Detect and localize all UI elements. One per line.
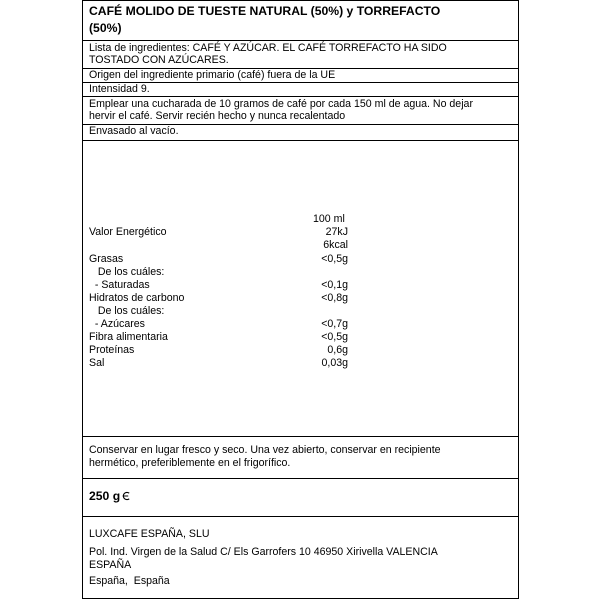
- net-weight-value: 250 g: [89, 489, 121, 503]
- nutrition-header: 100 ml: [313, 213, 345, 225]
- nutrient-name: Fibra alimentaria: [89, 331, 168, 343]
- packaging-row: [83, 124, 518, 140]
- origin-row: [83, 68, 518, 82]
- nutrient-name: Proteínas: [89, 344, 135, 356]
- company-address-line2: ESPAÑA: [89, 559, 132, 571]
- nutrient-value: <0,7g: [321, 318, 348, 330]
- nutrient-name: - Azúcares: [89, 318, 145, 330]
- intensity-text: Intensidad 9.: [89, 83, 150, 95]
- nutrient-subheading: De los cuáles:: [89, 305, 165, 317]
- company-country: España, España: [89, 575, 170, 587]
- nutrient-name: Hidratos de carbono: [89, 292, 185, 304]
- ingredients-row: [83, 40, 518, 68]
- usage-line1: Emplear una cucharada de 10 gramos de café por cada 150 ml de agua. No dejar: [89, 98, 473, 110]
- nutrient-value: 6kcal: [323, 239, 348, 251]
- usage-line2: hervir el café. Servir recién hecho y nunca recalentado: [89, 110, 346, 122]
- title-row: [83, 0, 518, 40]
- nutrient-name: Sal: [89, 357, 105, 369]
- usage-row: [83, 96, 518, 124]
- nutrient-value: <0,5g: [321, 331, 348, 343]
- company-name: LUXCAFE ESPAÑA, SLU: [89, 528, 210, 540]
- nutrient-value: <0,8g: [321, 292, 348, 304]
- nutrient-name: Grasas: [89, 253, 124, 265]
- ingredients-line2: TOSTADO CON AZÚCARES.: [89, 54, 229, 66]
- company-row: [83, 516, 518, 598]
- product-title-line1: CAFÉ MOLIDO DE TUESTE NATURAL (50%) y TORREFACTO: [89, 4, 441, 18]
- nutrient-value: <0,5g: [321, 253, 348, 265]
- nutrient-subheading: De los cuáles:: [89, 266, 165, 278]
- storage-row: [83, 436, 518, 478]
- estimated-sign-icon: [121, 491, 131, 501]
- nutrient-value: 27kJ: [325, 226, 348, 238]
- product-title-line2: (50%): [89, 21, 122, 35]
- company-address-line1: Pol. Ind. Virgen de la Salud C/ Els Garrofers 10 46950 Xirivella VALENCIA: [89, 546, 438, 558]
- product-label: [82, 0, 519, 599]
- nutrient-value: 0,6g: [327, 344, 348, 356]
- storage-line1: Conservar en lugar fresco y seco. Una vez abierto, conservar en recipiente: [89, 444, 441, 456]
- origin-text: Origen del ingrediente primario (café) fuera de la UE: [89, 69, 336, 81]
- storage-line2: hermético, preferiblemente en el frigorífico.: [89, 457, 291, 469]
- nutrient-name: Valor Energético: [89, 226, 167, 238]
- nutrient-value: <0,1g: [321, 279, 348, 291]
- packaging-text: Envasado al vacío.: [89, 125, 179, 137]
- nutrition-table: [83, 140, 518, 436]
- nutrient-name: - Saturadas: [89, 279, 150, 291]
- nutrient-value: 0,03g: [321, 357, 348, 369]
- ingredients-line1: Lista de ingredientes: CAFÉ Y AZÚCAR. EL CAFÉ TORREFACTO HA SIDO: [89, 42, 447, 54]
- net-weight-row: [83, 478, 518, 516]
- intensity-row: [83, 82, 518, 96]
- net-weight: [89, 490, 131, 503]
